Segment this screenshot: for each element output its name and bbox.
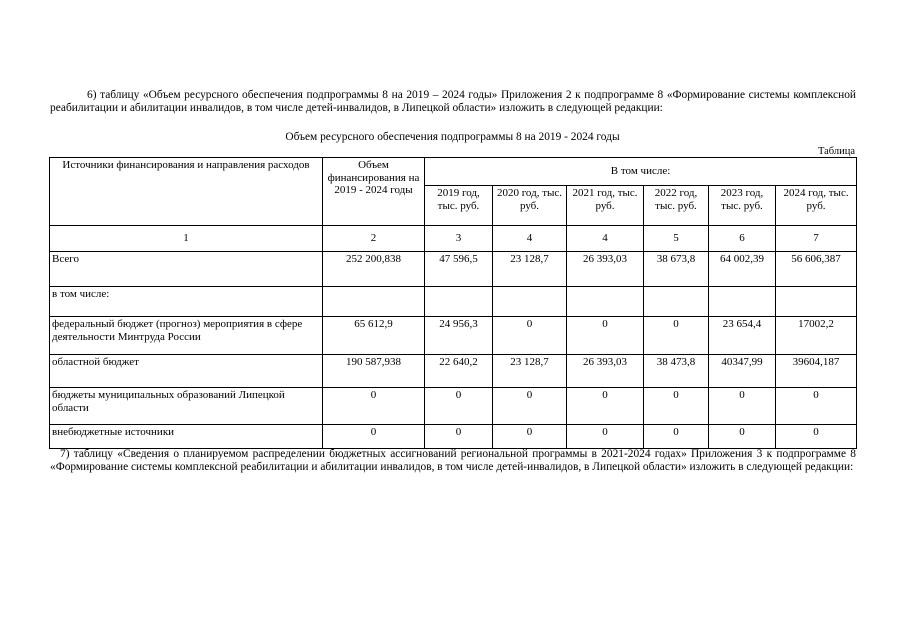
row-value: 38 473,8 bbox=[644, 355, 709, 388]
row-value: 47 596,5 bbox=[425, 252, 493, 287]
row-value: 0 bbox=[425, 425, 493, 449]
row-value: 56 606,387 bbox=[776, 252, 857, 287]
column-number: 7 bbox=[776, 226, 857, 252]
column-number: 2 bbox=[323, 226, 425, 252]
row-value bbox=[644, 287, 709, 317]
row-volume: 190 587,938 bbox=[323, 355, 425, 388]
row-value: 0 bbox=[776, 388, 857, 425]
row-value: 0 bbox=[644, 317, 709, 355]
row-value: 0 bbox=[567, 425, 644, 449]
row-volume: 0 bbox=[323, 425, 425, 449]
header-year-2023: 2023 год, тыс. руб. bbox=[709, 186, 776, 226]
row-value bbox=[709, 287, 776, 317]
row-value: 23 128,7 bbox=[493, 252, 567, 287]
row-value: 0 bbox=[493, 317, 567, 355]
column-number: 3 bbox=[425, 226, 493, 252]
column-number: 6 bbox=[709, 226, 776, 252]
row-value: 39604,187 bbox=[776, 355, 857, 388]
header-volume: Объем финансирования на 2019 - 2024 годы bbox=[323, 158, 425, 226]
table-title: Объем ресурсного обеспечения подпрограммы 8 на 2019 - 2024 годы bbox=[285, 131, 620, 143]
row-value: 0 bbox=[776, 425, 857, 449]
row-value: 0 bbox=[425, 388, 493, 425]
row-value bbox=[425, 287, 493, 317]
table-row bbox=[50, 317, 857, 355]
row-value: 22 640,2 bbox=[425, 355, 493, 388]
row-label: бюджеты муниципальных образований Липецкой области bbox=[50, 388, 323, 425]
row-value bbox=[776, 287, 857, 317]
row-value: 0 bbox=[567, 388, 644, 425]
column-number: 1 bbox=[50, 226, 323, 252]
row-value: 0 bbox=[567, 317, 644, 355]
header-including: В том числе: bbox=[425, 158, 857, 186]
row-value: 0 bbox=[709, 425, 776, 449]
table-row bbox=[50, 388, 857, 425]
row-volume: 0 bbox=[323, 388, 425, 425]
row-volume bbox=[323, 287, 425, 317]
header-year-2021: 2021 год, тыс. руб. bbox=[567, 186, 644, 226]
next-paragraph: 7) таблицу «Сведения о планируемом распределении бюджетных ассигнований региональной программы в 2021-2024 годах» Приложения 3 к подпрограмме 8 «Формирование системы комплексной реабилитации и абилитации инвалидов, в том числе детей-инвалидов, в Липецкой области» изложить в следующей редакции: bbox=[50, 448, 856, 473]
row-label: в том числе: bbox=[50, 287, 323, 317]
column-number-row bbox=[50, 226, 857, 252]
row-value bbox=[567, 287, 644, 317]
resource-table bbox=[49, 157, 857, 449]
header-year-2022: 2022 год, тыс. руб. bbox=[644, 186, 709, 226]
intro-paragraph: 6) таблицу «Объем ресурсного обеспечения подпрограммы 8 на 2019 – 2024 годы» Приложения 2 к подпрограмме 8 «Формирование системы комплексной реабилитации и абилитации инвалидов, в том числе детей-инвалидов, в Липецкой области» изложить в следующей редакции: bbox=[50, 89, 856, 114]
row-label: внебюджетные источники bbox=[50, 425, 323, 449]
row-value: 23 128,7 bbox=[493, 355, 567, 388]
row-label: областной бюджет bbox=[50, 355, 323, 388]
header-source: Источники финансирования и направления расходов bbox=[50, 158, 323, 226]
row-value: 24 956,3 bbox=[425, 317, 493, 355]
row-label: федеральный бюджет (прогноз) мероприятия в сфере деятельности Минтруда России bbox=[50, 317, 323, 355]
header-year-2024: 2024 год, тыс. руб. bbox=[776, 186, 857, 226]
row-value: 0 bbox=[493, 388, 567, 425]
row-value: 26 393,03 bbox=[567, 252, 644, 287]
table-row bbox=[50, 252, 857, 287]
row-volume: 65 612,9 bbox=[323, 317, 425, 355]
row-value bbox=[493, 287, 567, 317]
table-row bbox=[50, 287, 857, 317]
row-label: Всего bbox=[50, 252, 323, 287]
row-value: 0 bbox=[493, 425, 567, 449]
row-value: 26 393,03 bbox=[567, 355, 644, 388]
row-value: 64 002,39 bbox=[709, 252, 776, 287]
row-value: 38 673,8 bbox=[644, 252, 709, 287]
row-value: 40347,99 bbox=[709, 355, 776, 388]
row-value: 17002,2 bbox=[776, 317, 857, 355]
table-row bbox=[50, 355, 857, 388]
row-value: 0 bbox=[644, 388, 709, 425]
row-volume: 252 200,838 bbox=[323, 252, 425, 287]
header-year-2019: 2019 год, тыс. руб. bbox=[425, 186, 493, 226]
column-number: 4 bbox=[493, 226, 567, 252]
column-number: 5 bbox=[644, 226, 709, 252]
row-value: 0 bbox=[644, 425, 709, 449]
table-row bbox=[50, 425, 857, 449]
column-number: 4 bbox=[567, 226, 644, 252]
row-value: 0 bbox=[709, 388, 776, 425]
header-year-2020: 2020 год, тыс. руб. bbox=[493, 186, 567, 226]
table-label: Таблица bbox=[817, 146, 855, 157]
row-value: 23 654,4 bbox=[709, 317, 776, 355]
